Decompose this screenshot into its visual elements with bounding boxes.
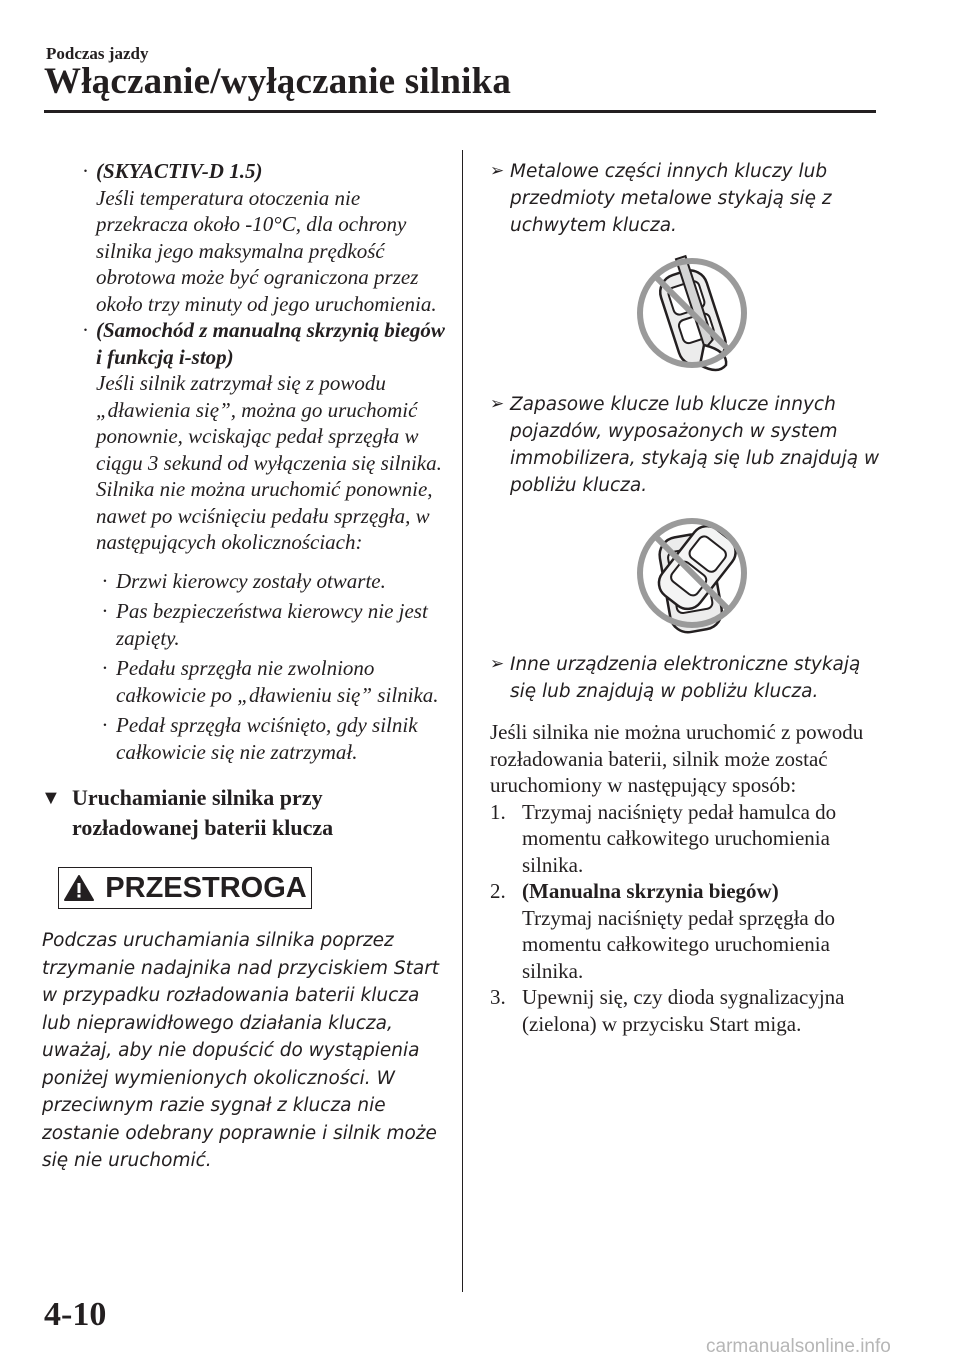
bullet-dot-icon: · xyxy=(102,713,108,737)
numbered-step xyxy=(490,984,880,1037)
bullet-dot-icon: · xyxy=(102,656,108,680)
title-rule xyxy=(44,110,876,113)
step-number: 3. xyxy=(490,985,506,1009)
arrow-item-text: Metalowe części innych kluczy lub przedmioty metalowe stykają się z uchwytem klucza. xyxy=(510,161,832,236)
right-column xyxy=(490,158,880,1037)
sub-item-text: Pas bezpieczeństwa kierowcy nie jest zapięty. xyxy=(116,599,428,650)
arrow-list-item xyxy=(490,391,880,499)
bullet-title: (SKYACTIV-D 1.5) xyxy=(96,159,263,183)
bullet-dot-icon: · xyxy=(102,599,108,623)
arrow-list-item xyxy=(490,158,880,239)
left-column xyxy=(41,158,452,1175)
step-text: Trzymaj naciśnięty pedał sprzęgła do momentu całkowitego uruchomienia silnika. xyxy=(522,905,835,983)
key-with-metal-key-figure xyxy=(634,253,750,377)
caution-box xyxy=(58,867,312,909)
arrow-right-icon: ➢ xyxy=(490,654,505,674)
bullet-istop xyxy=(62,317,452,556)
watermark: carmanualsonline.info xyxy=(706,1336,891,1357)
step-title: (Manualna skrzynia biegów) xyxy=(522,879,779,903)
section-heading-text: Uruchamianie silnika przy rozładowanej baterii klucza xyxy=(72,785,334,840)
two-keys-figure xyxy=(634,513,750,637)
bullet-text: Jeśli silnik zatrzymał się z powodu „dławienia się”, można go uruchomić ponownie, wciskając pedał sprzęgła w ciągu 3 sekund od wyłączenia się silnika. xyxy=(96,371,442,475)
numbered-step xyxy=(490,799,880,879)
bullet-skyactiv xyxy=(62,158,452,317)
page-number: 4-10 xyxy=(44,1296,107,1333)
bullet-title: (Samochód z manualną skrzynią biegów i funkcją i-stop) xyxy=(96,318,445,369)
section-heading xyxy=(41,783,452,843)
caution-text: Podczas uruchamiania silnika poprzez trzymanie nadajnika nad przyciskiem Start w przypadku rozładowania baterii klucza lub nieprawidłowego działania klucza, uważaj, aby nie dopuścić do wystąpienia poniżej wymienionych okoliczności. W przeciwnym razie sygnał z klucza nie zostanie odebrany poprawnie i silnik może się nie uruchomić. xyxy=(42,930,440,1171)
arrow-right-icon: ➢ xyxy=(490,394,505,414)
column-divider xyxy=(462,150,463,1292)
sub-item-text: Pedału sprzęgła nie zwolniono całkowicie po „dławieniu się” silnika. xyxy=(116,656,439,707)
sub-list-item xyxy=(62,655,452,708)
bullet-dot-icon: · xyxy=(82,159,89,183)
arrow-list-item xyxy=(490,651,880,705)
sub-list-item xyxy=(62,598,452,651)
sub-list-item xyxy=(62,712,452,765)
step-text: Upewnij się, czy dioda sygnalizacyjna (zielona) w przycisku Start miga. xyxy=(522,985,845,1036)
caution-label: PRZESTROGA xyxy=(105,871,307,904)
numbered-step xyxy=(490,878,880,984)
sub-list-item xyxy=(62,568,452,595)
body-paragraph: Jeśli silnika nie można uruchomić z powodu rozładowania baterii, silnik może zostać uruchomiony w następujący sposób: xyxy=(490,720,864,797)
bullet-text: Jeśli temperatura otoczenia nie przekracza około -10°C, dla ochrony silnika jego maksymalna prędkość obrotowa może być ograniczona przez około trzy minuty od jego uruchomienia. xyxy=(96,185,437,316)
arrow-right-icon: ➢ xyxy=(490,161,505,181)
step-number: 1. xyxy=(490,799,506,824)
bullet-text: Silnika nie można uruchomić ponownie, nawet po wciśnięciu pedału sprzęgła, w następujących okolicznościach: xyxy=(96,477,433,554)
bullet-dot-icon: · xyxy=(82,318,89,342)
sub-item-text: Drzwi kierowcy zostały otwarte. xyxy=(116,568,386,593)
warning-icon xyxy=(63,874,95,902)
arrow-item-text: Inne urządzenia elektroniczne stykają się lub znajdują w pobliżu klucza. xyxy=(510,654,861,702)
step-number: 2. xyxy=(490,879,506,903)
arrow-item-text: Zapasowe klucze lub klucze innych pojazdów, wyposażonych w system immobilizera, stykają się lub znajdują w pobliżu klucza. xyxy=(510,394,880,496)
step-text: Trzymaj naciśnięty pedał hamulca do momentu całkowitego uruchomienia silnika. xyxy=(522,799,837,877)
section-label: Podczas jazdy xyxy=(46,44,149,63)
triangle-down-icon: ▼ xyxy=(41,787,61,809)
bullet-dot-icon: · xyxy=(102,568,108,593)
page-title: Włączanie/wyłączanie silnika xyxy=(44,61,512,102)
sub-item-text: Pedał sprzęgła wciśnięto, gdy silnik całkowicie się nie zatrzymał. xyxy=(116,713,418,764)
